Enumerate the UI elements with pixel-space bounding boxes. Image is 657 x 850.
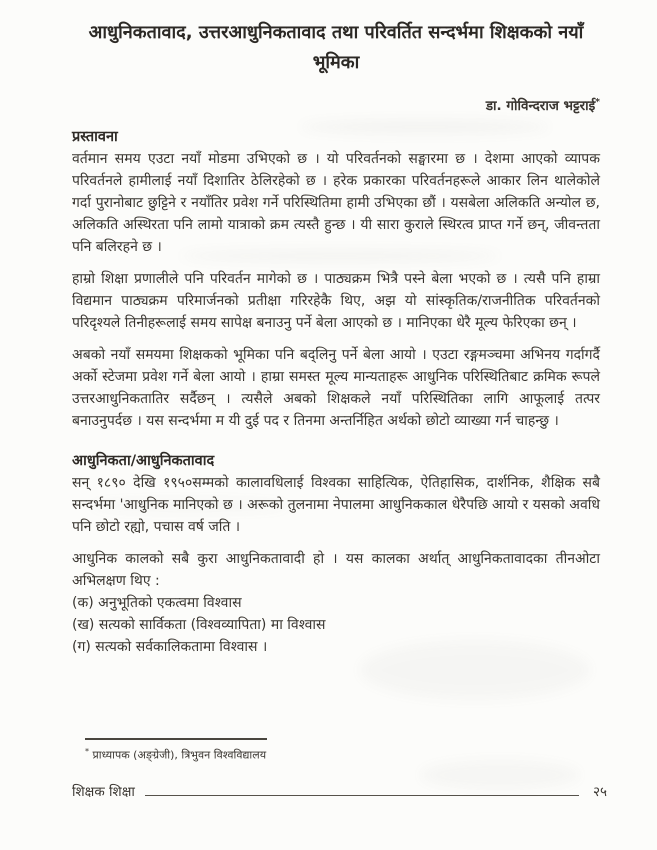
author-footnote-marker: *	[595, 97, 600, 108]
author-name: डा. गोविन्दराज भट्टराई	[485, 98, 596, 114]
section-heading-modernism: आधुनिकता/आधुनिकतावाद	[72, 453, 215, 469]
section-heading-introduction: प्रस्तावना	[72, 129, 118, 145]
footnote-text	[85, 747, 585, 763]
paragraph: हाम्रो शिक्षा प्रणालीले पनि परिवर्तन मागेको छ । पाठ्यक्रम भित्रै पस्ने बेला भएको छ । त्यसै पनि हाम्रा विद्यमान पाठ्यक्रम परिमार्जनको प्रतीक्षा गरिरहेकै थिए, अझ यो सांस्कृतिक/राजनीतिक परिवर्तनको परिदृश्यले तिनीहरूलाई समय सापेक्ष बनाउनु पर्ने बेला आएको छ । मानिएका धेरै मूल्य फेरिएका छन् ।	[72, 271, 600, 331]
characteristics-list	[72, 592, 600, 658]
footnote-block	[85, 738, 585, 763]
paragraph: आधुनिक कालको सबै कुरा आधुनिकतावादी हो । यस कालका अर्थात् आधुनिकतावादका तीनओटा अभिलक्षण थिए :	[72, 551, 600, 589]
list-item: (ख) सत्यको सार्विकता (विश्वव्यापिता) मा विश्वास	[72, 617, 326, 633]
article-body	[72, 0, 600, 658]
footer-rule	[145, 783, 579, 796]
page-footer	[72, 782, 607, 800]
footnote-marker: *	[85, 747, 89, 756]
page-number: २५	[592, 784, 607, 800]
list-item: (क) अनुभूतिको एकत्वमा विश्वास	[72, 595, 242, 611]
footnote-content: प्राध्यापक (अङ्ग्रेजी), त्रिभुवन विश्वविद्यालय	[92, 748, 267, 762]
list-item: (ग) सत्यको सर्वकालिकतामा विश्वास ।	[72, 639, 268, 655]
article-title: आधुनिकतावाद, उत्तरआधुनिकतावाद तथा परिवर्तित सन्दर्भमा शिक्षकको नयाँ भूमिका	[88, 22, 584, 73]
paragraph: अबको नयाँ समयमा शिक्षकको भूमिका पनि बद्लिनु पर्ने बेला आयो । एउटा रङ्गमञ्चमा अभिनय गर्दागर्दै अर्को स्टेजमा प्रवेश गर्ने बेला आयो । हाम्रा समस्त मूल्य मान्यताहरू आधुनिक परिस्थितिबाट क्रमिक रूपले उत्तरआधुनिकतातिर सर्दैछन् । त्यसैले अबको शिक्षकले नयाँ परिस्थितिका लागि आफूलाई तत्पर बनाउनुपर्दछ । यस सन्दर्भमा म यी दुई पद र तिनमा अन्तर्निहित अर्थको छोटो व्याख्या गर्न चाहन्छु ।	[72, 347, 600, 429]
footnote-separator	[85, 738, 267, 740]
author-line	[72, 96, 600, 114]
journal-name: शिक्षक शिक्षा	[72, 784, 135, 800]
paragraph: वर्तमान समय एउटा नयाँ मोडमा उभिएको छ । यो परिवर्तनको सङ्घारमा छ । देशमा आएको व्यापक परिवर्तनले हामीलाई नयाँ दिशातिर ठेलिरहेको छ । हरेक प्रकारका परिवर्तनहरूले आकार लिन थालेकोले गर्दा पुरानोबाट छुट्टिने र नयाँतिर प्रवेश गर्ने परिस्थितिमा हामी उभिएका छौं । यसबेला अलिकति अन्योल छ, अलिकति अस्थिरता पनि लामो यात्राको क्रम त्यस्तै हुन्छ । यी सारा कुराले स्थिरत्व प्राप्त गर्ने छन्, जीवन्तता पनि बलिरहने छ ।	[72, 151, 600, 255]
paragraph: सन् १८९० देखि १९५०सम्मको कालावधिलाई विश्वका साहित्यिक, ऐतिहासिक, दार्शनिक, शैक्षिक सबै सन्दर्भमा 'आधुनिक मानिएको छ । अरूको तुलनामा नेपालमा आधुनिककाल धेरैपछि आयो र यसको अवधि पनि छोटो रह्यो, पचास वर्ष जति ।	[72, 475, 600, 535]
